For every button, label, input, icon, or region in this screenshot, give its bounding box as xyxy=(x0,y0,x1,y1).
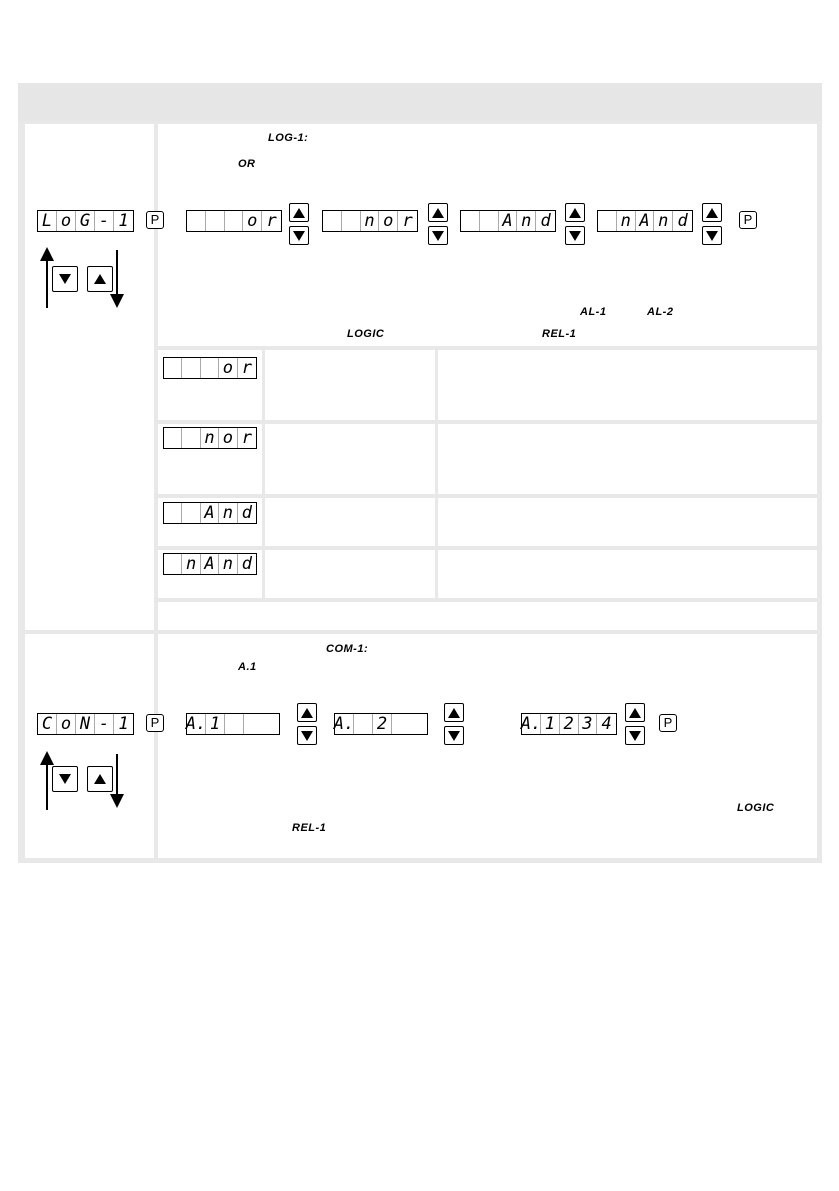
seg-digit xyxy=(392,714,411,734)
seg-digit xyxy=(342,211,361,231)
up-arrow-icon xyxy=(293,208,305,218)
seg-digit: r xyxy=(241,358,252,378)
com-a1-word: A.1 xyxy=(238,661,257,673)
table-row-or-desc xyxy=(438,350,817,420)
down-nav-button[interactable] xyxy=(52,766,78,792)
alarm-1-label: AL-1 xyxy=(580,306,607,318)
log-param-title: LOG-1: xyxy=(268,132,309,144)
seg-digit xyxy=(323,211,342,231)
seg-digit: A. xyxy=(520,714,542,734)
seg-digit: 1 xyxy=(118,714,129,734)
down-arrow-button[interactable] xyxy=(289,226,309,245)
up-down-buttons[interactable] xyxy=(297,703,317,745)
seg-digit: d xyxy=(241,503,252,523)
com-menu-display xyxy=(37,713,134,735)
up-arrowhead-icon xyxy=(40,247,54,261)
row-and-display xyxy=(163,502,257,524)
seg-digit: A. xyxy=(333,714,355,734)
seg-digit: n xyxy=(201,428,219,448)
seg-digit: G xyxy=(76,211,95,231)
down-arrow-icon xyxy=(569,231,581,241)
down-arrow-icon xyxy=(59,274,71,284)
seg-digit: r xyxy=(241,428,252,448)
seg-digit: 3 xyxy=(579,714,598,734)
seg-digit xyxy=(461,211,480,231)
seg-digit: 4 xyxy=(601,714,612,734)
seg-digit: o xyxy=(219,358,237,378)
down-arrowhead-icon xyxy=(110,794,124,808)
seg-digit xyxy=(182,358,200,378)
com-option-a2-display xyxy=(334,713,428,735)
down-arrow-button[interactable] xyxy=(428,226,448,245)
p-button[interactable]: P xyxy=(739,211,757,229)
up-arrow-icon xyxy=(94,774,106,784)
table-row-nand-desc xyxy=(438,550,817,598)
seg-digit xyxy=(164,428,182,448)
table-row-or-name xyxy=(265,350,435,420)
seg-digit xyxy=(244,714,263,734)
up-arrow-icon xyxy=(706,208,718,218)
seg-digit: - xyxy=(95,714,114,734)
seg-digit: A. xyxy=(185,714,207,734)
up-arrow-button[interactable] xyxy=(444,703,464,722)
table-row-nor-name xyxy=(265,424,435,494)
up-arrow-button[interactable] xyxy=(565,203,585,222)
up-nav-button[interactable] xyxy=(87,766,113,792)
table-header xyxy=(18,83,822,121)
log-left-cell xyxy=(25,124,154,630)
seg-digit: o xyxy=(57,714,76,734)
down-arrow-button[interactable] xyxy=(565,226,585,245)
row-nand-display xyxy=(163,553,257,575)
up-arrowhead-icon xyxy=(40,751,54,765)
seg-digit: N xyxy=(76,714,95,734)
seg-digit: d xyxy=(241,554,252,574)
seg-digit xyxy=(201,358,219,378)
seg-digit: 2 xyxy=(373,714,392,734)
up-arrow-button[interactable] xyxy=(702,203,722,222)
down-flow-arrow xyxy=(116,250,118,296)
log-menu-display xyxy=(37,210,134,232)
down-arrow-icon xyxy=(432,231,444,241)
down-nav-button[interactable] xyxy=(52,266,78,292)
option-and-display xyxy=(460,210,556,232)
seg-digit: n xyxy=(617,211,636,231)
p-button[interactable]: P xyxy=(659,714,677,732)
seg-digit: A xyxy=(636,211,655,231)
seg-digit xyxy=(187,211,206,231)
seg-digit: d xyxy=(677,211,688,231)
down-arrow-icon xyxy=(448,731,460,741)
up-arrow-icon xyxy=(629,708,641,718)
logic-word: LOGIC xyxy=(347,328,385,340)
up-down-buttons[interactable] xyxy=(289,203,309,245)
seg-digit: 1 xyxy=(541,714,560,734)
com-param-title: COM-1: xyxy=(326,643,369,655)
down-arrowhead-icon xyxy=(110,294,124,308)
seg-digit: n xyxy=(517,211,536,231)
up-arrow-icon xyxy=(301,708,313,718)
option-nor-display xyxy=(322,210,418,232)
down-arrow-icon xyxy=(293,231,305,241)
row-or-display xyxy=(163,357,257,379)
seg-digit: n xyxy=(219,503,237,523)
alarm-2-label: AL-2 xyxy=(647,306,674,318)
seg-digit: o xyxy=(219,428,237,448)
down-arrow-icon xyxy=(301,731,313,741)
option-or-display xyxy=(186,210,282,232)
seg-digit: L xyxy=(38,211,57,231)
com-left-cell xyxy=(25,634,154,858)
seg-digit xyxy=(164,358,182,378)
down-arrow-button[interactable] xyxy=(702,226,722,245)
com-option-a1-display xyxy=(186,713,280,735)
seg-digit: 2 xyxy=(560,714,579,734)
up-down-buttons[interactable] xyxy=(702,203,722,245)
down-arrow-icon xyxy=(629,731,641,741)
seg-digit: n xyxy=(361,211,380,231)
top-rule xyxy=(0,5,839,6)
up-down-buttons[interactable] xyxy=(625,703,645,745)
seg-digit: n xyxy=(654,211,673,231)
seg-digit xyxy=(164,554,182,574)
seg-digit xyxy=(182,428,200,448)
table-row-footer xyxy=(158,602,817,630)
seg-digit: 1 xyxy=(206,714,225,734)
com-relay-word: REL-1 xyxy=(292,822,327,834)
p-button[interactable]: P xyxy=(146,211,164,229)
seg-digit xyxy=(164,503,182,523)
seg-digit: A xyxy=(499,211,518,231)
up-down-buttons[interactable] xyxy=(565,203,585,245)
seg-digit xyxy=(598,211,617,231)
down-arrow-button[interactable] xyxy=(297,726,317,745)
seg-digit xyxy=(206,211,225,231)
down-arrow-icon xyxy=(706,231,718,241)
down-arrow-icon xyxy=(59,774,71,784)
relay-word: REL-1 xyxy=(542,328,577,340)
up-arrow-icon xyxy=(432,208,444,218)
up-arrow-button[interactable] xyxy=(428,203,448,222)
seg-digit: - xyxy=(95,211,114,231)
seg-digit: o xyxy=(243,211,262,231)
seg-digit: r xyxy=(402,211,413,231)
seg-digit xyxy=(225,211,244,231)
seg-digit: n xyxy=(182,554,200,574)
seg-digit xyxy=(480,211,499,231)
table-row-and-name xyxy=(265,498,435,546)
seg-digit: r xyxy=(266,211,277,231)
seg-digit xyxy=(182,503,200,523)
seg-digit: n xyxy=(219,554,237,574)
p-button[interactable]: P xyxy=(146,714,164,732)
option-nand-display xyxy=(597,210,693,232)
seg-digit: o xyxy=(379,211,398,231)
up-flow-arrow xyxy=(46,260,48,308)
seg-digit: A xyxy=(201,554,219,574)
com-option-a1234-display xyxy=(521,713,617,735)
up-down-buttons[interactable] xyxy=(428,203,448,245)
down-flow-arrow xyxy=(116,754,118,796)
up-arrow-button[interactable] xyxy=(297,703,317,722)
table-row-nand-name xyxy=(265,550,435,598)
up-arrow-icon xyxy=(569,208,581,218)
up-nav-button[interactable] xyxy=(87,266,113,292)
seg-digit: o xyxy=(57,211,76,231)
seg-digit: C xyxy=(38,714,57,734)
down-arrow-button[interactable] xyxy=(625,726,645,745)
seg-digit: A xyxy=(201,503,219,523)
down-arrow-button[interactable] xyxy=(444,726,464,745)
log-or-word: OR xyxy=(238,158,256,170)
seg-digit xyxy=(354,714,373,734)
table-row-and-desc xyxy=(438,498,817,546)
table-row-nor-desc xyxy=(438,424,817,494)
row-nor-display xyxy=(163,427,257,449)
com-logic-word: LOGIC xyxy=(737,802,775,814)
up-arrow-icon xyxy=(94,274,106,284)
up-arrow-button[interactable] xyxy=(289,203,309,222)
seg-digit: 1 xyxy=(118,211,129,231)
up-arrow-icon xyxy=(448,708,460,718)
seg-digit xyxy=(225,714,244,734)
up-arrow-button[interactable] xyxy=(625,703,645,722)
up-down-buttons[interactable] xyxy=(444,703,464,745)
seg-digit: d xyxy=(540,211,551,231)
up-flow-arrow xyxy=(46,764,48,810)
